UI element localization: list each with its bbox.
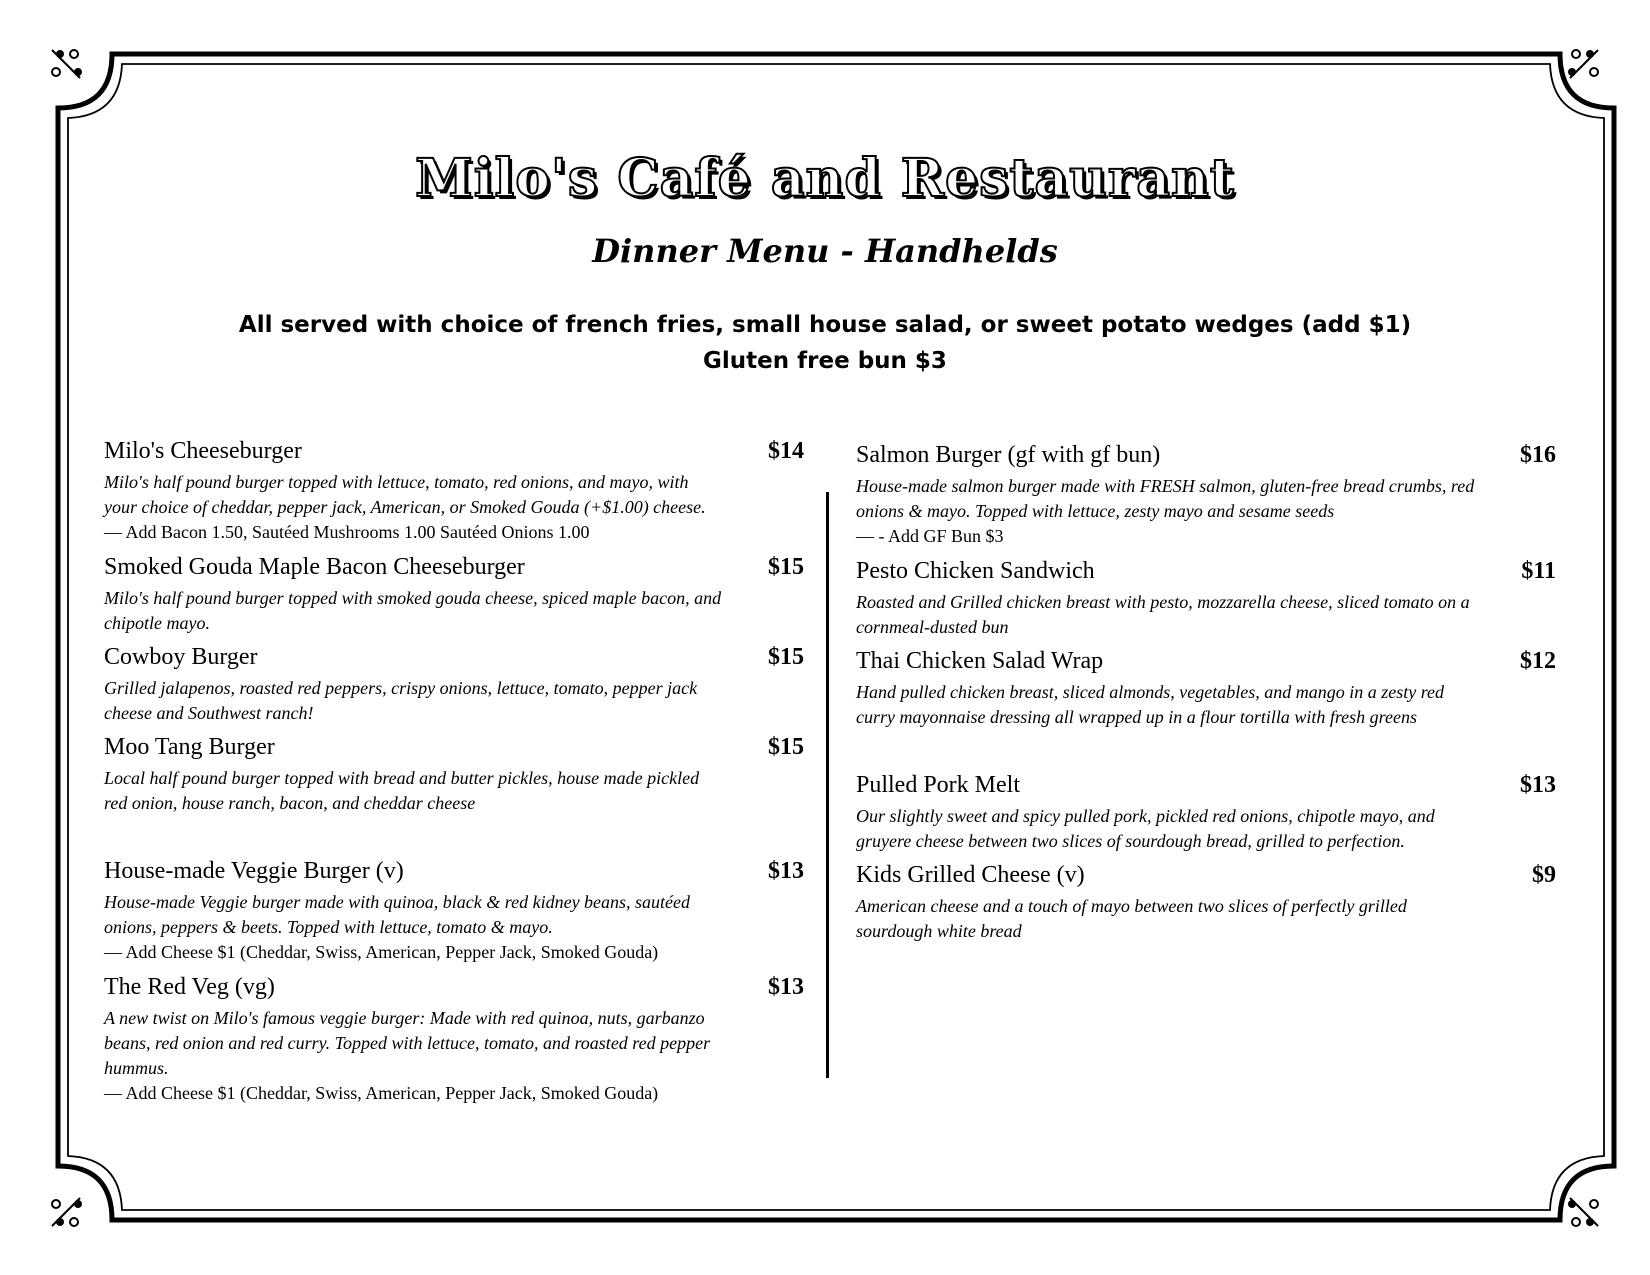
item-name: Moo Tang Burger	[104, 734, 275, 760]
item-description-text: Milo's half pound burger topped with smoked gouda cheese, spiced maple bacon, and chipotle mayo.	[104, 588, 722, 633]
item-description	[104, 586, 724, 636]
item-add-ons: — Add Cheese $1 (Cheddar, Swiss, American, Pepper Jack, Smoked Gouda)	[104, 1083, 659, 1103]
corner-ornament-icon	[1569, 1198, 1598, 1226]
item-description	[104, 676, 724, 726]
column-divider	[826, 492, 829, 1078]
item-description	[856, 804, 1476, 854]
item-description	[104, 470, 724, 545]
item-name: Salmon Burger (gf with gf bun)	[856, 442, 1161, 468]
item-description-text: Roasted and Grilled chicken breast with pesto, mozzarella cheese, sliced tomato on a cornmeal-dusted bun	[856, 592, 1470, 637]
restaurant-name: Milo's Café and Restaurant	[415, 148, 1235, 209]
item-description	[104, 890, 704, 965]
item-name: Thai Chicken Salad Wrap	[856, 648, 1104, 674]
item-price: $13	[1520, 772, 1556, 798]
corner-ornament-icon	[52, 1198, 81, 1226]
item-price: $15	[768, 734, 804, 760]
item-name: House-made Veggie Burger (v)	[104, 858, 404, 884]
item-description-text: House-made Veggie burger made with quinoa, black & red kidney beans, sautéed onions, peppers & beets. Topped with lettuce, tomato & mayo.	[104, 892, 691, 937]
item-description-text: Our slightly sweet and spicy pulled pork, pickled red onions, chipotle mayo, and gruyere cheese between two slices of sourdough bread, grilled to perfection.	[856, 806, 1435, 851]
item-name: Pesto Chicken Sandwich	[856, 558, 1095, 584]
item-price: $16	[1520, 442, 1556, 468]
item-description-text: Milo's half pound burger topped with lettuce, tomato, red onions, and mayo, with your choice of cheddar, pepper jack, American, or Smoked Gouda (+$1.00) cheese.	[104, 472, 706, 517]
item-description	[856, 590, 1476, 640]
item-price: $9	[1532, 862, 1556, 888]
item-add-ons: — Add Bacon 1.50, Sautéed Mushrooms 1.00 Sautéed Onions 1.00	[104, 522, 590, 542]
item-description-text: American cheese and a touch of mayo between two slices of perfectly grilled sourdough white bread	[856, 896, 1407, 941]
item-price: $13	[768, 858, 804, 884]
item-name: Cowboy Burger	[104, 644, 258, 670]
sides-note: All served with choice of french fries, small house salad, or sweet potato wedges (add $1)	[238, 312, 1412, 338]
item-add-ons: — Add Cheese $1 (Cheddar, Swiss, American, Pepper Jack, Smoked Gouda)	[104, 942, 659, 962]
item-price: $11	[1521, 558, 1556, 584]
item-name: Pulled Pork Melt	[856, 772, 1021, 798]
item-price: $13	[768, 974, 804, 1000]
item-description-text: House-made salmon burger made with FRESH salmon, gluten-free bread crumbs, red onions & mayo. Topped with lettuce, zesty mayo and sesame seeds	[856, 476, 1475, 521]
item-price: $15	[768, 644, 804, 670]
item-name: The Red Veg (vg)	[104, 974, 275, 1000]
item-price: $14	[768, 438, 804, 464]
menu-title: Dinner Menu - Handhelds	[592, 232, 1058, 270]
item-description-text: Local half pound burger topped with bread and butter pickles, house made pickled red onion, house ranch, bacon, and cheddar cheese	[104, 768, 700, 813]
item-price: $12	[1520, 648, 1556, 674]
item-description-text: Grilled jalapenos, roasted red peppers, crispy onions, lettuce, tomato, pepper jack cheese and Southwest ranch!	[104, 678, 698, 723]
item-price: $15	[768, 554, 804, 580]
item-description-text: A new twist on Milo's famous veggie burger: Made with red quinoa, nuts, garbanzo beans, red onion and red curry. Topped with lettuce, tomato, and roasted red pepper hummus.	[104, 1008, 711, 1078]
item-description-text: Hand pulled chicken breast, sliced almonds, vegetables, and mango in a zesty red curry mayonnaise dressing all wrapped up in a flour tortilla with fresh greens	[856, 682, 1445, 727]
item-description	[104, 1006, 724, 1106]
item-add-ons: — - Add GF Bun $3	[856, 526, 1004, 546]
item-name: Kids Grilled Cheese (v)	[856, 862, 1085, 888]
item-name: Milo's Cheeseburger	[104, 438, 302, 464]
corner-ornament-icon	[52, 50, 81, 78]
gluten-free-note: Gluten free bun $3	[703, 348, 947, 374]
item-description	[856, 474, 1476, 549]
item-description	[856, 894, 1436, 944]
item-description	[856, 680, 1476, 730]
item-name: Smoked Gouda Maple Bacon Cheeseburger	[104, 554, 525, 580]
item-description	[104, 766, 724, 816]
corner-ornament-icon	[1569, 50, 1598, 78]
